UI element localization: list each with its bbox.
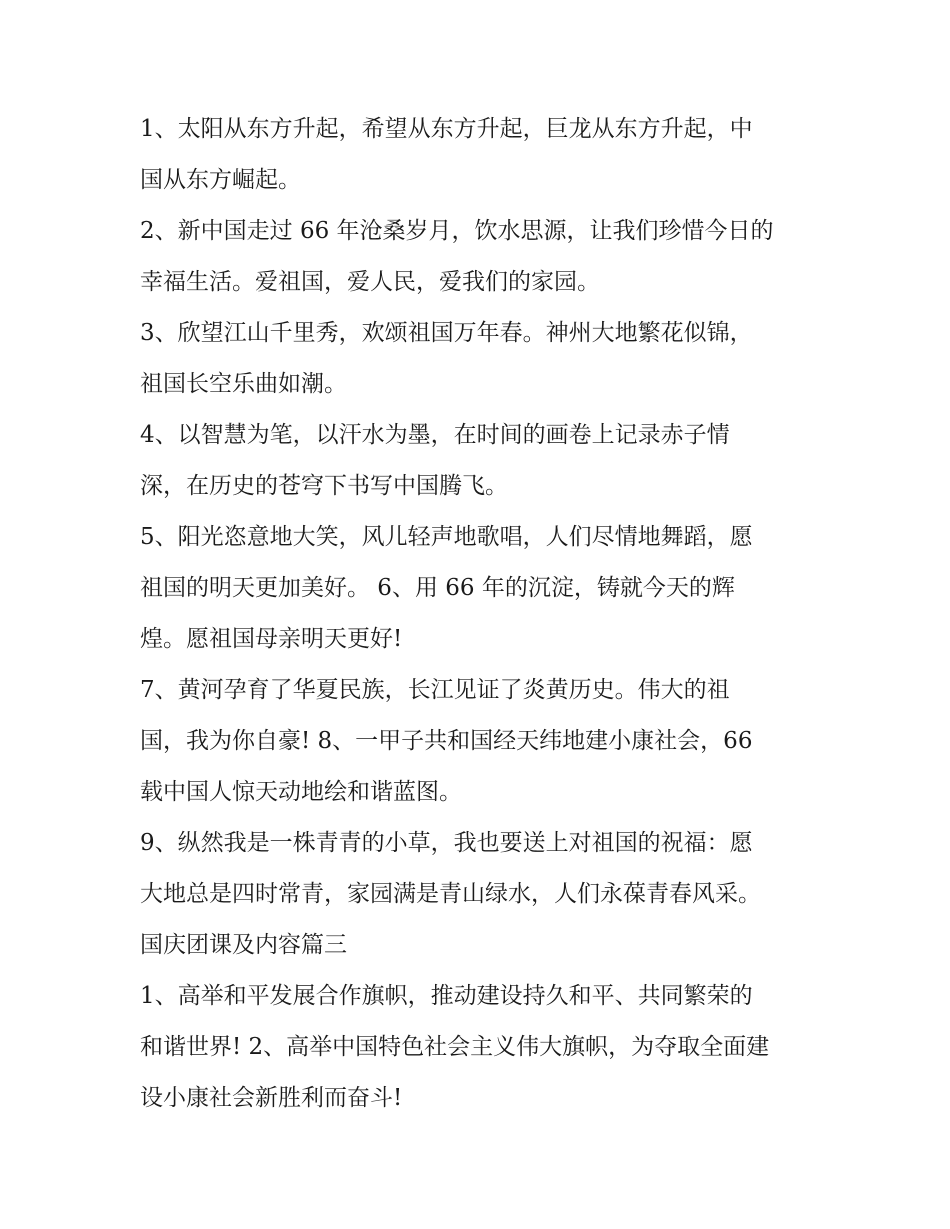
text-line: 祖国的明天更加美好。 6、用 66 年的沉淀，铸就今天的辉: [140, 575, 735, 601]
text-line: 1、高举和平发展合作旗帜，推动建设持久和平、共同繁荣的: [140, 983, 753, 1009]
text-line: 1、太阳从东方升起，希望从东方升起，巨龙从东方升起，中: [140, 116, 753, 142]
document-body: [140, 104, 820, 1124]
text-line: 7、黄河孕育了华夏民族，长江见证了炎黄历史。伟大的祖: [140, 677, 730, 703]
text-line: 国，我为你自豪! 8、一甲子共和国经天纬地建小康社会，66: [140, 728, 753, 754]
paragraph-2: [140, 206, 820, 308]
paragraph-7: [140, 818, 820, 920]
text-line: 2、新中国走过 66 年沧桑岁月，饮水思源，让我们珍惜今日的: [140, 218, 774, 244]
text-line: 煌。愿祖国母亲明天更好!: [140, 626, 403, 652]
paragraph-8: [140, 971, 820, 1124]
text-line: 5、阳光恣意地大笑，风儿轻声地歌唱，人们尽情地舞蹈，愿: [140, 524, 753, 550]
text-line: 祖国长空乐曲如潮。: [140, 371, 347, 397]
heading-line: 国庆团课及内容篇三: [140, 932, 347, 958]
text-line: 幸福生活。爱祖国，爱人民，爱我们的家园。: [140, 269, 600, 295]
text-line: 载中国人惊天动地绘和谐蓝图。: [140, 779, 462, 805]
text-line: 和谐世界! 2、高举中国特色社会主义伟大旗帜，为夺取全面建: [140, 1034, 770, 1060]
text-line: 深，在历史的苍穹下书写中国腾飞。: [140, 473, 508, 499]
paragraph-6: [140, 665, 820, 818]
text-line: 4、以智慧为笔，以汗水为墨，在时间的画卷上记录赤子情: [140, 422, 730, 448]
text-line: 9、纵然我是一株青青的小草，我也要送上对祖国的祝福：愿: [140, 830, 753, 856]
section-heading: [140, 920, 820, 971]
paragraph-1: [140, 104, 820, 206]
paragraph-3: [140, 308, 820, 410]
paragraph-5: [140, 512, 820, 665]
text-line: 大地总是四时常青，家园满是青山绿水，人们永葆青春风采。: [140, 881, 761, 907]
paragraph-4: [140, 410, 820, 512]
text-line: 设小康社会新胜利而奋斗!: [140, 1085, 403, 1111]
text-line: 3、欣望江山千里秀，欢颂祖国万年春。神州大地繁花似锦，: [140, 320, 753, 346]
text-line: 国从东方崛起。: [140, 167, 301, 193]
